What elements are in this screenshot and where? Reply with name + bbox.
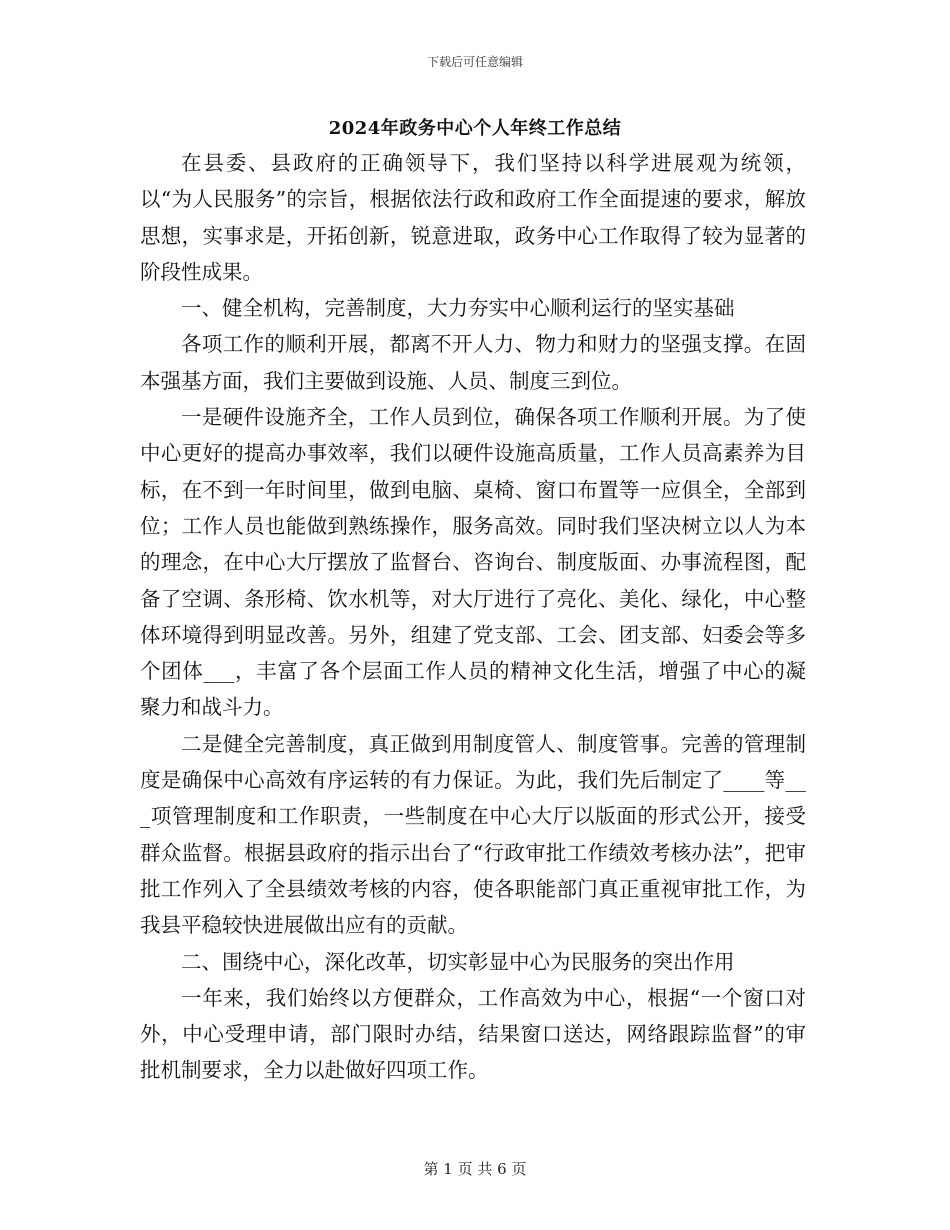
section-heading-1: 一、健全机构，完善制度，大力夯实中心顺利运行的坚实基础: [181, 296, 735, 321]
paragraph: 一年来，我们始终以方便群众，工作高效为中心，根据“一个窗口对外，中心受理申请，部门限时办结，结果窗口送达，网络跟踪监督”的审批机制要求，全力以赴做好四项工作。: [140, 985, 806, 1083]
document-body: [140, 145, 806, 1089]
paragraph: 一是硬件设施齐全，工作人员到位，确保各项工作顺利开展。为了使中心更好的提高办事效率，我们以硬件设施高质量，工作人员高素养为目标，在不到一年时间里，做到电脑、桌椅、窗口布置等一应俱全，全部到位；工作人员也能做到熟练操作，服务高效。同时我们坚决树立以人为本的理念，在中心大厅摆放了监督台、咨询台、制度版面、办事流程图，配备了空调、条形椅、饮水机等，对大厅进行了亮化、美化、绿化，中心整体环境得到明显改善。另外，组建了党支部、工会、团支部、妇委会等多个团体___，丰富了各个层面工作人员的精神文化生活，增强了中心的凝聚力和战斗力。: [140, 405, 806, 720]
paragraph: 二是健全完善制度，真正做到用制度管人、制度管事。完善的管理制度是确保中心高效有序运转的有力保证。为此，我们先后制定了____等___项管理制度和工作职责，一些制度在中心大厅以版面的形式公开，接受群众监督。根据县政府的指示出台了“行政审批工作绩效考核办法”，把审批工作列入了全县绩效考核的内容，使各职能部门真正重视审批工作，为我县平稳较快进展做出应有的贡献。: [140, 731, 806, 938]
header-note: 下载后可任意编辑: [426, 55, 523, 69]
paragraph: 各项工作的顺利开展，都离不开人力、物力和财力的坚强支撑。在固本强基方面，我们主要做到设施、人员、制度三到位。: [140, 332, 806, 393]
page-number: 第 1 页 共 6 页: [423, 1160, 527, 1178]
paragraph-intro: 在县委、县政府的正确领导下，我们坚持以科学进展观为统领，以“为人民服务”的宗旨，根据依法行政和政府工作全面提速的要求，解放思想，实事求是，开拓创新，锐意进取，政务中心工作取得了较为显著的阶段性成果。: [140, 151, 806, 284]
section-heading-2: 二、围绕中心，深化改革，切实彰显中心为民服务的突出作用: [181, 949, 735, 974]
document-title: 2024年政务中心个人年终工作总结: [328, 118, 622, 139]
